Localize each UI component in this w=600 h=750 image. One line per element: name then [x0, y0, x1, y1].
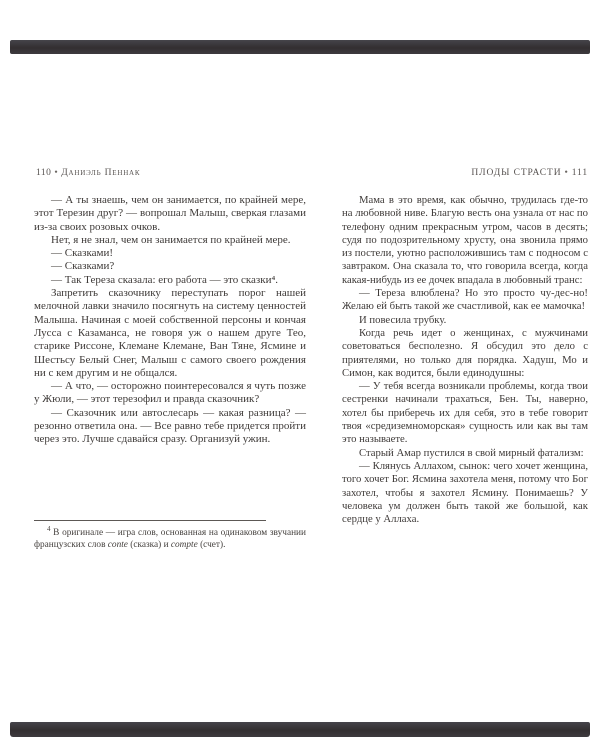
- right-page-number: 111: [571, 168, 588, 178]
- header-separator-dot: •: [564, 168, 569, 178]
- paragraph: — А что, — осторожно поинтересовался я чуть позже у Жюли, — этот терезофил и правда сказочник?: [34, 380, 306, 406]
- footnote-italic-word: conte: [107, 540, 128, 551]
- left-page-text-column: [34, 194, 306, 447]
- right-page-text-column: [342, 194, 588, 526]
- paragraph: — Сказками!: [51, 247, 114, 260]
- right-page-running-head: [342, 168, 588, 178]
- header-separator-dot: •: [54, 168, 59, 178]
- paragraph: — Сказками?: [51, 260, 115, 273]
- paragraph: Мама в это время, как обычно, трудилась где-то на любовной ниве. Благую весть она узнала от нас по телефону одним прекрасным утром, часов в десять; судя по подозрительному хрусту, она звонила прямо из постели, уютно расположившись там с подносом с завтраком. Она сказала то, что говорила всегда, когда какая-нибудь из ее дочек впадала в любовный транс:: [342, 194, 588, 286]
- paragraph: И повесила трубку.: [359, 313, 447, 326]
- paragraph: — А ты знаешь, чем он занимается, по крайней мере, этот Терезин друг? — вопрошал Малыш, сверкая глазами из-за своих розовых очков.: [34, 194, 306, 233]
- left-page-number: 110: [36, 168, 52, 178]
- paragraph: — Так Тереза сказала: его работа — это сказки⁴.: [51, 273, 279, 286]
- left-page-running-head: [36, 168, 140, 178]
- book-title: ПЛОДЫ СТРАСТИ: [471, 168, 562, 178]
- footnote-segment: (счет).: [197, 540, 226, 551]
- paragraph: — Сказочник или автослесарь — какая разница? — резонно ответила она. — Все равно тебе придется пройти через это. Лучше сдавайся сразу. Организуй ужин.: [34, 406, 306, 446]
- footnote-segment: В оригинале — игра слов, основанная на одинаковом звучании французских слов: [34, 528, 306, 551]
- author-name: Даниэль Пеннак: [61, 168, 141, 178]
- paragraph: — Тереза влюблена? Но это просто чу-дес-но! Желаю ей быть такой же счастливой, как ее мамочка!: [342, 287, 588, 313]
- paragraph: Когда речь идет о женщинах, с мужчинами советоваться бесполезно. Я обсудил это дело с приятелями, но только для порядка. Хадуш, Мо и Симон, как водится, были единодушны:: [342, 326, 588, 379]
- paragraph: Нет, я не знал, чем он занимается по крайней мере.: [51, 233, 291, 246]
- paragraph: Старый Амар пустился в свой мирный фатализм:: [359, 446, 584, 459]
- book-cover-edge-bottom: [10, 722, 590, 737]
- footnote-divider: [34, 520, 266, 521]
- footnote: [34, 520, 306, 552]
- book-cover-edge-top: [10, 40, 590, 54]
- paragraph: — Клянусь Аллахом, сынок: чего хочет женщина, того хочет Бог. Ясмина захотела меня, потому что Бог захотел, чтобы я захотел Ясмину. Понимаешь? У человека ум должен быть такой же большой, как сердце у Аллаха.: [342, 459, 588, 526]
- footnote-marker: 4: [47, 524, 51, 533]
- paragraph: — У тебя всегда возникали проблемы, когда твои сестренки начинали трахаться, Бен. Ты, наверно, хотел бы приберечь их для себя, это в тебе говорит твоя «средиземноморская» сущность или как вы там это называете.: [342, 380, 588, 446]
- paragraph: Запретить сказочнику переступать порог нашей мелочной лавки значило посягнуть на систему ценностей Малыша. Начиная с моей собственной персоны и кончая Лусса с Казаманса, не говоря уж о нашем друге Тео, старике Риссоне, Клемане Клемане, Ван Тяне, Ясмине и Шестьсу Белый Снег, Малыш с самого своего рождения ни с кем другим и не общался.: [34, 287, 306, 379]
- footnote-text: [34, 524, 306, 552]
- footnote-segment: (сказка) и: [127, 540, 171, 551]
- footnote-italic-word: compte: [170, 540, 198, 551]
